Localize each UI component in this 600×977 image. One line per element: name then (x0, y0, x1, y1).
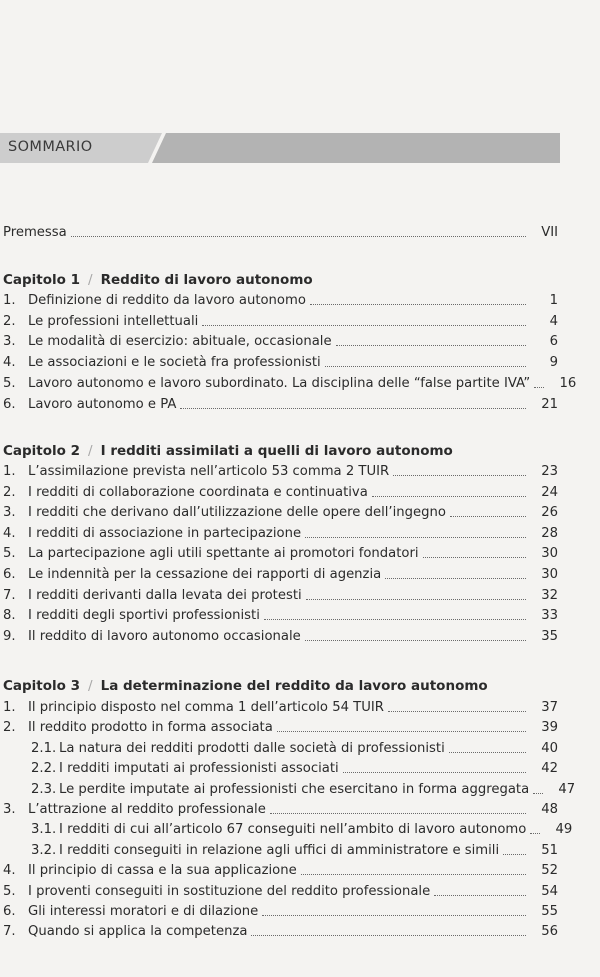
entry-number (3, 608, 28, 624)
toc-entry[interactable] (3, 501, 558, 521)
entry-page: 1 (549, 293, 558, 308)
chapter-separator: / (88, 443, 93, 459)
entry-number (3, 924, 28, 940)
leader-dots (251, 935, 526, 936)
entry-page: 39 (541, 720, 558, 736)
entry-page: 32 (541, 587, 558, 603)
entry-number (3, 567, 28, 583)
entry-number (3, 526, 28, 542)
toc-entry[interactable] (3, 757, 558, 777)
entry-number-text: 4. (3, 525, 16, 541)
entry-number-text: 8. (3, 608, 16, 624)
entry-page: 21 (541, 396, 558, 412)
entry-page: 47 (558, 781, 576, 797)
entry-text: La natura dei redditi prodotti dalle società di professionisti (59, 740, 445, 756)
leader-dots (372, 496, 526, 497)
entry-number (3, 588, 28, 604)
entry-number-text: 2. (3, 484, 16, 500)
entry-number (3, 505, 28, 521)
entry-text: Le modalità di esercizio: abituale, occasionale (28, 334, 332, 350)
entry-page: VII (541, 225, 558, 240)
entry-number (3, 485, 28, 501)
toc-entry-premessa[interactable] (3, 221, 558, 241)
entry-number (3, 376, 28, 392)
toc-entry[interactable] (3, 289, 558, 309)
leader-dots (385, 578, 526, 579)
entry-page: 6 (549, 334, 558, 350)
leader-dots (450, 516, 526, 517)
leader-dots (264, 619, 526, 620)
entry-number (3, 782, 59, 798)
chapter-separator: / (88, 678, 93, 694)
entry-text: Il principio disposto nel comma 1 dell’articolo 54 TUIR (28, 700, 384, 715)
leader-dots (325, 366, 526, 367)
entry-number (3, 293, 28, 309)
chapter-label: Capitolo 3 (3, 678, 81, 694)
leader-dots (305, 640, 526, 641)
entry-number (3, 700, 28, 716)
entry-number-text: 1. (3, 464, 16, 479)
entry-page: 42 (541, 761, 558, 777)
leader-dots (533, 793, 543, 794)
entry-text: I redditi degli sportivi professionisti (28, 608, 260, 624)
entry-number (3, 355, 28, 371)
chapter-title: La determinazione del reddito da lavoro autonomo (100, 678, 488, 694)
entry-text: I redditi di cui all’articolo 67 conseguiti nell’ambito di lavoro autonomo (59, 822, 527, 838)
entry-number-text: 7. (3, 587, 16, 603)
entry-text: I redditi di collaborazione coordinata e continuativa (28, 484, 368, 500)
leader-dots (343, 772, 526, 773)
toc-entry[interactable] (3, 584, 558, 604)
entry-number-text: 3. (3, 334, 16, 350)
toc-entry[interactable] (3, 696, 558, 716)
toc-entry[interactable] (3, 310, 558, 330)
entry-page: 28 (541, 525, 558, 541)
entry-text: Il reddito prodotto in forma associata (28, 720, 273, 736)
entry-number (3, 741, 59, 757)
toc-entry[interactable] (3, 522, 558, 542)
entry-number (3, 546, 28, 562)
entry-number (3, 464, 28, 480)
entry-number-text: 5. (3, 883, 16, 899)
toc-entry[interactable] (3, 542, 558, 562)
entry-page: 52 (541, 863, 558, 879)
entry-number-text: 1. (3, 700, 16, 715)
entry-text: I redditi che derivano dall’utilizzazione delle opere dell’ingegno (28, 505, 446, 521)
toc-entry[interactable] (3, 604, 558, 624)
entry-number-text: 4. (3, 355, 16, 371)
leader-dots (434, 895, 526, 896)
leader-dots (277, 731, 526, 732)
toc-entry[interactable] (3, 900, 558, 920)
entry-number-text: 4. (3, 863, 16, 879)
toc-entry[interactable] (3, 460, 558, 480)
entry-number-text: 6. (3, 904, 16, 919)
entry-page: 51 (541, 842, 558, 858)
chapter-separator: / (88, 272, 93, 288)
entry-page: 9 (549, 355, 558, 371)
leader-dots (180, 408, 526, 409)
leader-dots (301, 874, 526, 875)
leader-dots (503, 854, 526, 855)
entry-number-text: 2. (3, 720, 16, 736)
entry-text: I redditi conseguiti in relazione agli uffici di amministratore e simili (59, 842, 500, 858)
entry-text: L’attrazione al reddito professionale (28, 802, 266, 817)
toc-entry[interactable] (3, 798, 558, 818)
entry-page: 54 (541, 883, 558, 899)
entry-page: 24 (541, 484, 558, 500)
chapter-heading (3, 443, 453, 459)
entry-page: 33 (541, 608, 558, 624)
entry-page: 26 (541, 505, 558, 521)
entry-number (3, 334, 28, 350)
entry-text: Gli interessi moratori e di dilazione (28, 904, 259, 919)
toc-entry[interactable] (3, 351, 558, 371)
entry-page: 49 (555, 822, 573, 838)
entry-page: 37 (541, 700, 558, 715)
entry-number-text: 5. (3, 375, 16, 391)
entry-text: Le associazioni e le società fra professionisti (28, 355, 321, 371)
entry-text: I redditi di associazione in partecipazione (28, 525, 302, 541)
entry-page: 4 (549, 313, 558, 329)
toc-entry[interactable] (3, 481, 558, 501)
entry-page: 30 (541, 546, 558, 562)
toc-entry[interactable] (3, 880, 558, 900)
entry-number-text: 6. (3, 396, 16, 412)
entry-number-text: 6. (3, 567, 16, 582)
entry-number (3, 904, 28, 920)
entry-number-text: 2. (3, 313, 16, 329)
entry-text: Le perdite imputate ai professionisti che esercitano in forma aggregata (59, 781, 530, 797)
toc-entry[interactable] (3, 778, 576, 798)
entry-number (3, 802, 28, 818)
leader-dots (423, 557, 526, 558)
entry-text: Lavoro autonomo e PA (28, 396, 177, 412)
entry-page: 40 (541, 740, 558, 756)
entry-page: 56 (541, 924, 558, 940)
entry-text: Lavoro autonomo e lavoro subordinato. La disciplina delle “false partite IVA” (28, 375, 531, 391)
section-title: SOMMARIO (8, 139, 93, 155)
entry-number (3, 314, 28, 330)
leader-dots (336, 345, 526, 346)
entry-number-text: 3.2. (31, 842, 57, 858)
leader-dots (262, 915, 526, 916)
toc-entry[interactable] (3, 393, 558, 413)
entry-number (3, 843, 59, 859)
entry-number-text: 2.2. (31, 761, 57, 777)
toc-entry[interactable] (3, 330, 558, 350)
entry-text: Definizione di reddito da lavoro autonomo (28, 293, 306, 308)
leader-dots (270, 813, 526, 814)
entry-number (3, 629, 28, 645)
entry-text: Le professioni intellettuali (28, 313, 199, 329)
chapter-label: Capitolo 1 (3, 272, 81, 288)
entry-text: La partecipazione agli utili spettante ai promotori fondatori (28, 546, 419, 562)
chapter-title: I redditi assimilati a quelli di lavoro autonomo (100, 443, 453, 459)
entry-number (3, 761, 59, 777)
entry-text: Il principio di cassa e la sua applicazione (28, 863, 297, 879)
leader-dots (449, 752, 526, 753)
entry-page: 30 (541, 567, 558, 582)
leader-dots (306, 599, 526, 600)
chapter-heading (3, 678, 488, 694)
entry-number (3, 863, 28, 879)
entry-number-text: 3. (3, 802, 16, 817)
entry-text: I redditi imputati ai professionisti associati (59, 761, 339, 777)
chapter-label: Capitolo 2 (3, 443, 81, 459)
leader-dots (530, 833, 540, 834)
toc-entry[interactable] (3, 818, 573, 838)
leader-dots (388, 711, 526, 712)
entry-number-text: 3.1. (31, 822, 57, 838)
toc-entry[interactable] (3, 920, 558, 940)
toc-entry[interactable] (3, 737, 558, 757)
entry-number-text: 1. (3, 293, 16, 308)
toc-entry[interactable] (3, 563, 558, 583)
entry-text: I redditi derivanti dalla levata dei protesti (28, 587, 302, 603)
entry-text: Premessa (3, 225, 67, 240)
leader-dots (310, 304, 526, 305)
entry-page: 23 (541, 464, 558, 479)
entry-page: 55 (541, 904, 558, 919)
leader-dots (393, 475, 526, 476)
entry-page: 16 (559, 375, 577, 391)
entry-page: 35 (541, 628, 558, 644)
entry-text: Quando si applica la competenza (28, 924, 248, 940)
entry-text: L’assimilazione prevista nell’articolo 53 comma 2 TUIR (28, 464, 390, 479)
entry-number (3, 720, 28, 736)
toc-entry[interactable] (3, 625, 558, 645)
toc-entry[interactable] (3, 716, 558, 736)
entry-text: I proventi conseguiti in sostituzione del reddito professionale (28, 883, 431, 899)
entry-number-text: 2.1. (31, 740, 57, 756)
entry-number-text: 9. (3, 628, 16, 644)
leader-dots (534, 387, 544, 388)
entry-number (3, 822, 59, 838)
leader-dots (305, 537, 526, 538)
entry-text: Le indennità per la cessazione dei rapporti di agenzia (28, 567, 382, 582)
toc-entry[interactable] (3, 372, 577, 392)
entry-number-text: 3. (3, 505, 16, 521)
entry-number-text: 2.3. (31, 781, 57, 797)
entry-page: 48 (541, 802, 558, 817)
chapter-title: Reddito di lavoro autonomo (100, 272, 313, 288)
toc-entry[interactable] (3, 859, 558, 879)
entry-text: Il reddito di lavoro autonomo occasionale (28, 628, 301, 644)
leader-dots (202, 325, 526, 326)
toc-entry[interactable] (3, 839, 558, 859)
chapter-heading (3, 272, 313, 288)
entry-number-text: 5. (3, 546, 16, 562)
entry-number-text: 7. (3, 924, 16, 940)
entry-number (3, 397, 28, 413)
leader-dots (71, 236, 526, 237)
entry-number (3, 884, 28, 900)
